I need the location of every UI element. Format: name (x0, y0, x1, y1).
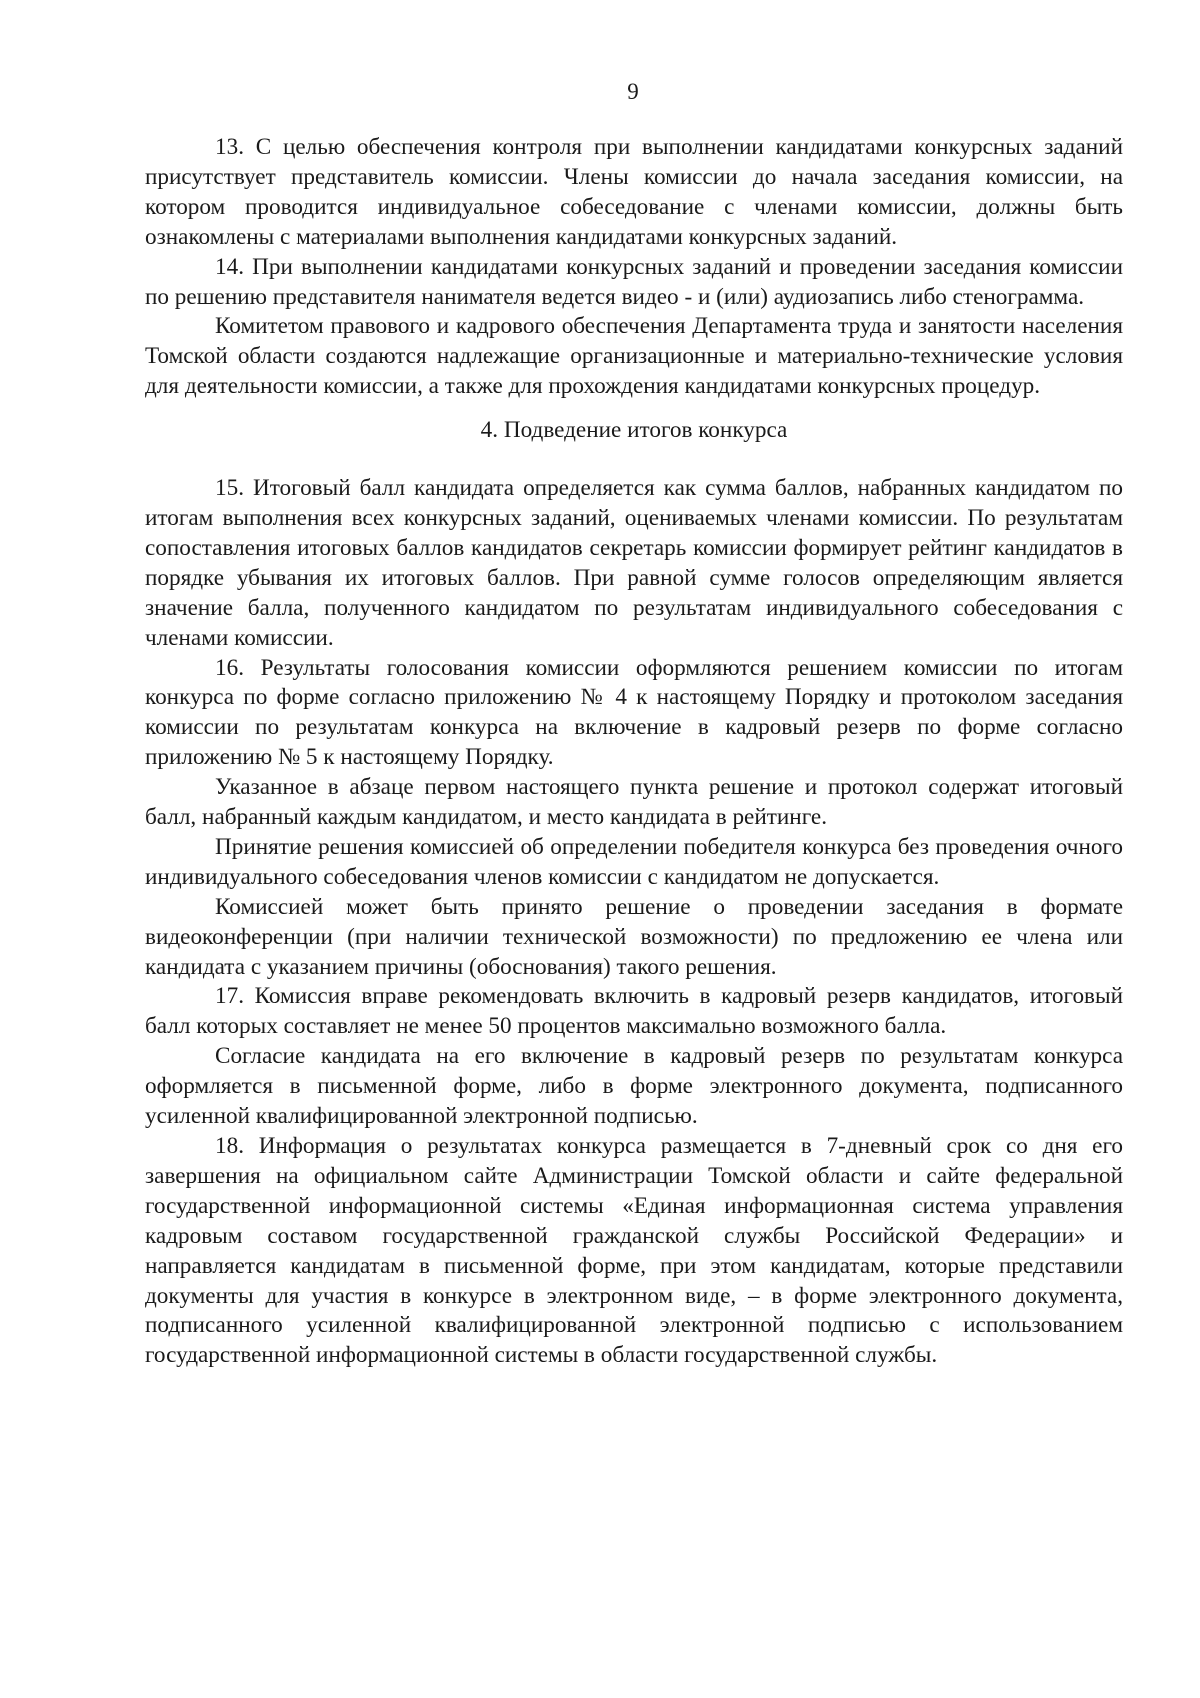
paragraph-17: 17. Комиссия вправе рекомендовать включить в кадровый резерв кандидатов, итоговый балл которых составляет не менее 50 процентов максимально возможного балла. (145, 983, 1123, 1040)
page-number: 9 (627, 79, 639, 104)
paragraph-16-decision-content: Указанное в абзаце первом настоящего пункта решение и протокол содержат итоговый балл, набранный каждым кандидатом, и место кандидата в рейтинге. (145, 774, 1123, 831)
paragraph-16-videoconference: Комиссией может быть принято решение о проведении заседания в формате видеоконференции (при наличии технической возможности) по предложению ее члена или кандидата с указанием причины (обоснования) такого решения. (145, 893, 1123, 980)
section-title: 4. Подведение итогов конкурса (480, 417, 788, 444)
paragraph-committee-conditions: Комитетом правового и кадрового обеспечения Департамента труда и занятости населения Томской области создаются надлежащие организационные и материально-технические условия для деятельности комиссии, а также для прохождения кандидатами конкурсных процедур. (145, 313, 1123, 400)
paragraph-17-consent: Согласие кандидата на его включение в кадровый резерв по результатам конкурса оформляется в письменной форме, либо в форме электронного документа, подписанного усиленной квалифицированной электронной подписью. (145, 1043, 1123, 1130)
paragraph-16-no-interview: Принятие решения комиссией об определении победителя конкурса без проведения очного индивидуального собеседования членов комиссии с кандидатом не допускается. (145, 833, 1123, 890)
paragraph-15: 15. Итоговый балл кандидата определяется как сумма баллов, набранных кандидатом по итогам выполнения всех конкурсных заданий, оцениваемых членами комиссии. По результатам сопоставления итоговых баллов кандидатов секретарь комиссии формирует рейтинг кандидатов в порядке убывания их итоговых баллов. При равной сумме голосов определяющим является значение балла, полученного кандидатом по результатам индивидуального собеседования с членами комиссии. (145, 475, 1123, 651)
document-body (145, 133, 1123, 1371)
paragraph-14: 14. При выполнении кандидатами конкурсных заданий и проведении заседания комиссии по решению представителя нанимателя ведется видео - и (или) аудиозапись либо стенограмма. (145, 253, 1123, 310)
paragraph-18: 18. Информация о результатах конкурса размещается в 7-дневный срок со дня его завершения на официальном сайте Администрации Томской области и сайте федеральной государственной информационной системы «Единая информационная система управления кадровым составом государственной гражданской службы Российской Федерации» и направляется кандидатам в письменной форме, при этом кандидатам, которые представили документы для участия в конкурсе в электронном виде, – в форме электронного документа, подписанного усиленной квалифицированной электронной подписью с использованием государственной информационной системы в области государственной службы. (145, 1133, 1123, 1369)
paragraph-13: 13. С целью обеспечения контроля при выполнении кандидатами конкурсных заданий присутствует представитель комиссии. Члены комиссии до начала заседания комиссии, на котором проводится индивидуальное собеседование с членами комиссии, должны быть ознакомлены с материалами выполнения кандидатами конкурсных заданий. (145, 134, 1123, 250)
paragraph-16: 16. Результаты голосования комиссии оформляются решением комиссии по итогам конкурса по форме согласно приложению № 4 к настоящему Порядку и протоколом заседания комиссии по результатам конкурса на включение в кадровый резерв по форме согласно приложению № 5 к настоящему Порядку. (145, 654, 1123, 771)
